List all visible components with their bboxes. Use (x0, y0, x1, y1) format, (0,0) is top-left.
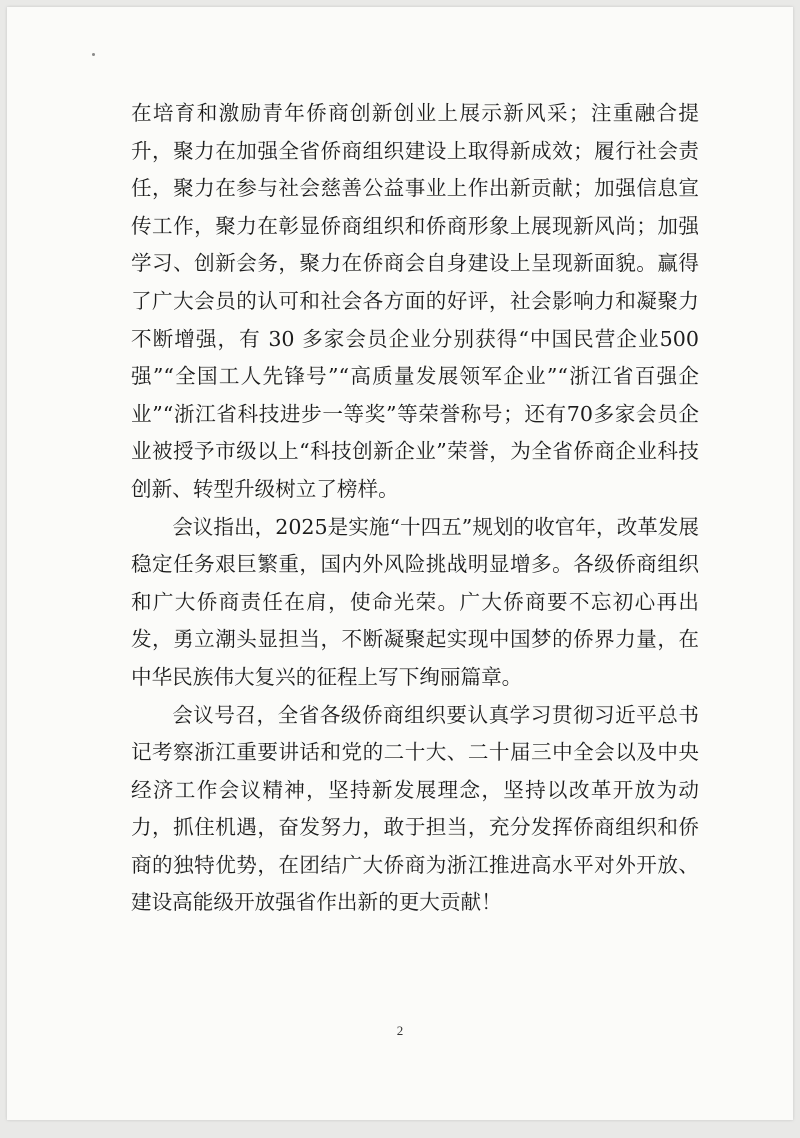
paragraph-3: 会议号召，全省各级侨商组织要认真学习贯彻习近平总书记考察浙江重要讲话和党的二十大、二十届三中全会以及中央经济工作会议精神，坚持新发展理念，坚持以改革开放为动力，抓住机遇，奋发努力，敢于担当，充分发挥侨商组织和侨商的独特优势，在团结广大侨商为浙江推进高水平对外开放、建设高能级开放强省作出新的更大贡献！ (131, 702, 699, 915)
paragraph-2: 会议指出，2025是实施“十四五”规划的收官年，改革发展稳定任务艰巨繁重，国内外风险挑战明显增多。各级侨商组织和广大侨商责任在肩，使命光荣。广大侨商要不忘初心再出发，勇立潮头显担当，不断凝聚起实现中国梦的侨界力量，在中华民族伟大复兴的征程上写下绚丽篇章。 (131, 514, 699, 689)
page-number: 2 (396, 1023, 404, 1038)
document-body (131, 95, 699, 922)
paragraph-1: 在培育和激励青年侨商创新创业上展示新风采；注重融合提升，聚力在加强全省侨商组织建设上取得新成效；履行社会责任，聚力在参与社会慈善公益事业上作出新贡献；加强信息宣传工作，聚力在彰显侨商组织和侨商形象上展现新风尚；加强学习、创新会务，聚力在侨商会自身建设上呈现新面貌。赢得了广大会员的认可和社会各方面的好评，社会影响力和凝聚力不断增强，有 30 多家会员企业分别获得“中国民营企业500强”“全国工人先锋号”“高质量发展领军企业”“浙江省百强企业”“浙江省科技进步一等奖”等荣誉称号；还有70多家会员企业被授予市级以上“科技创新企业”荣誉，为全省侨商企业科技创新、转型升级树立了榜样。 (131, 101, 699, 501)
scan-speck (92, 53, 95, 56)
document-page (7, 7, 793, 1120)
